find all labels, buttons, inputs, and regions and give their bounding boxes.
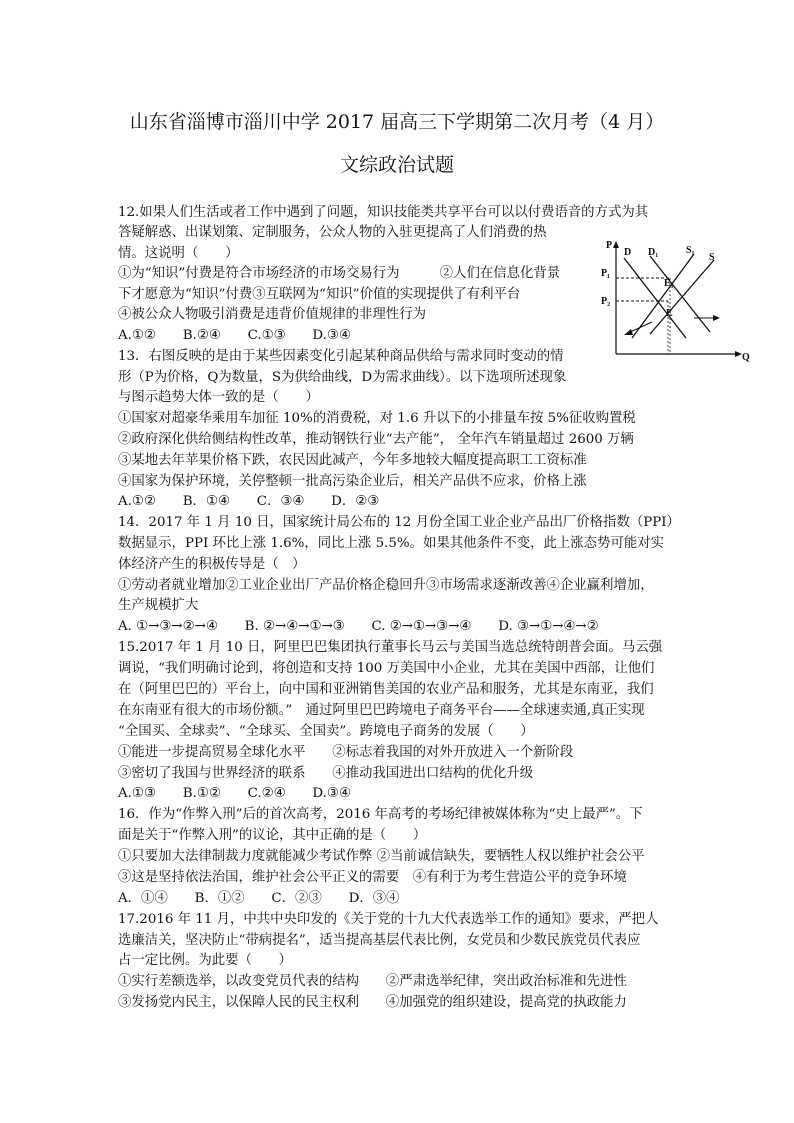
q15-option-2: ③密切了我国与世界经济的联系 ④推动我国进出口结构的优化升级	[118, 766, 534, 781]
q12-option-line-1: ①为“知识”付费是符合市场经济的市场交易行为 ②人们在信息化背景	[118, 266, 561, 281]
supply-curve-s1	[632, 254, 694, 338]
q16-line-2: 面是关于“作弊入刑”的议论，其中正确的是（ ）	[118, 828, 427, 843]
q12-option-line-3: ④被公众人物吸引消费是违背价值规律的非理性行为	[118, 307, 426, 322]
q15-line-4: 在东南亚有很大的市场份额。” 通过阿里巴巴跨境电子商务平台——全球速卖通,真正实现	[118, 703, 645, 718]
page-subtitle: 文综政治试题	[339, 154, 454, 176]
q-axis-arrow	[735, 351, 742, 357]
shift-arrow-left-head	[624, 329, 633, 335]
s1-label: S₁	[686, 245, 695, 256]
q13-line-3: 与图示趋势大体一致的是（ ）	[118, 390, 319, 405]
q13-option-1: ①国家对超豪华乘用车加征 10%的消费税，对 1.6 升以下的小排量车按 5%征收购置税	[118, 411, 636, 426]
demand-curve-d	[624, 258, 686, 338]
q15-option-1: ①能进一步提高贸易全球化水平 ②标志着我国的对外开放进入一个新阶段	[118, 745, 574, 760]
q17-option-2: ③发扬党内民主，以保障人民的民主权利 ④加强党的组织建设，提高党的执政能力	[118, 995, 627, 1010]
q15-line-2: 调说，“我们明确讨论到，将创造和支持 100 万美国中小企业，尤其在美国中西部，让他们	[118, 661, 655, 676]
d1-label: D₁	[648, 247, 659, 258]
q16-answers: A．①④ B．①② C．②③ D．③④	[118, 891, 400, 906]
q12-line-3: 情。这说明（ ）	[118, 246, 239, 261]
q16-option-2: ③这是坚持依法治国，维护社会公平正义的需要 ④有利于为考生营造公平的竞争环境	[118, 870, 627, 885]
q12-answers: A.①② B.②④ C.①③ D.③④	[118, 328, 351, 343]
q14-answers: A. ①→③→②→④ B. ②→④→①→③ C. ②→①→③→④ D. ③→①→④→②	[118, 619, 599, 634]
q13-answers: A.①② B．①④ C．③④ D．②③	[118, 494, 380, 509]
q15-line-1: 15.2017 年 1 月 10 日，阿里巴巴集团执行董事长马云与美国当选总统特朗普会面。马云强	[118, 640, 663, 655]
p-axis-label: P	[606, 240, 613, 251]
d-label: D	[624, 247, 632, 258]
q17-line-1: 17.2016 年 11 月，中共中央印发的《关于党的十九大代表选举工作的通知》要求，严把人	[118, 912, 659, 927]
q15-line-5: “全国买、全球卖”、“全球买、全国卖”。跨境电子商务的发展（ ）	[118, 724, 534, 739]
q17-option-1: ①实行差额选举，以改变党员代表的结构 ②严肃选举纪律，突出政治标准和先进性	[118, 974, 627, 989]
q14-options-2: 生产规模扩大	[118, 598, 199, 613]
supply-demand-graph	[598, 238, 753, 363]
q13-line-2: 形（P为价格，Q为数量，S为供给曲线，D为需求曲线）。以下选项所述现象	[118, 370, 567, 385]
q-axis-label: Q	[742, 352, 750, 363]
e-label: E	[666, 308, 673, 319]
q16-option-1: ①只要加大法律制裁力度就能减少考试作弊 ②当前诚信缺失，要牺牲人权以维护社会公平	[118, 849, 645, 864]
demand-curve-d1	[650, 256, 710, 332]
q13-option-2: ②政府深化供给侧结构性改革，推动钢铁行业“去产能”， 全年汽车销量超过 2600 万辆	[118, 432, 634, 447]
q13-line-1: 13．右图反映的是由于某些因素变化引起某种商品供给与需求同时变动的情	[118, 349, 564, 364]
q15-line-3: 在（阿里巴巴的）平台上，向中国和亚洲销售美国的农业产品和服务，尤其是东南亚，我们	[118, 682, 654, 697]
q12-option-line-2: 下才愿意为“知识”付费③互联网为“知识”价值的实现提供了有利平台	[118, 287, 521, 302]
p2-label: P₂	[601, 296, 611, 307]
q12-line-1: 12.如果人们生活或者工作中遇到了问题，知识技能类共享平台可以以付费语音的方式为其	[118, 205, 649, 220]
q15-answers: A.①③ B.①② C.②④ D.③④	[118, 786, 351, 801]
q17-line-2: 选廉洁关，坚决防止“带病提名”，适当提高基层代表比例，女党员和少数民族党员代表应	[118, 933, 641, 948]
q14-options-1: ①劳动者就业增加②工业企业出厂产品价格企稳回升③市场需求逐渐改善④企业赢利增加，	[118, 578, 654, 593]
p1-label: P₁	[601, 268, 611, 279]
q14-line-2: 数据显示，PPI 环比上涨 1.6%，同比上涨 5.5%。如果其他条件不变，此上涨态势可能对实	[118, 536, 665, 551]
q12-line-2: 答疑解惑、出谋划策、定制服务，公众人物的入驻更提高了人们消费的热	[118, 225, 547, 240]
shift-arrow-right-head	[713, 315, 720, 321]
q17-line-3: 占一定比例。为此要（ ）	[118, 953, 293, 968]
page-title: 山东省淄博市淄川中学 2017 届高三下学期第二次月考（4 月）	[129, 111, 665, 133]
q13-option-4: ④国家为保护环境，关停整顿一批高污染企业后，相关产品供不应求，价格上涨	[118, 474, 587, 489]
q14-line-3: 体经济产生的积极传导是（ ）	[118, 557, 306, 572]
s-label: S	[709, 252, 715, 263]
q13-option-3: ③某地去年苹果价格下跌，农民因此减产，今年多地较大幅度提高职工工资标准	[118, 453, 587, 468]
p-axis-arrow	[613, 241, 619, 248]
q14-line-1: 14．2017 年 1 月 10 日，国家统计局公布的 12 月份全国工业企业产品出厂价格指数（PPI）	[118, 515, 680, 530]
e1-label: E₁	[664, 278, 674, 289]
q16-line-1: 16．作为“作弊入刑”后的首次高考，2016 年高考的考场纪律被媒体称为“史上最严”。下	[118, 807, 643, 822]
